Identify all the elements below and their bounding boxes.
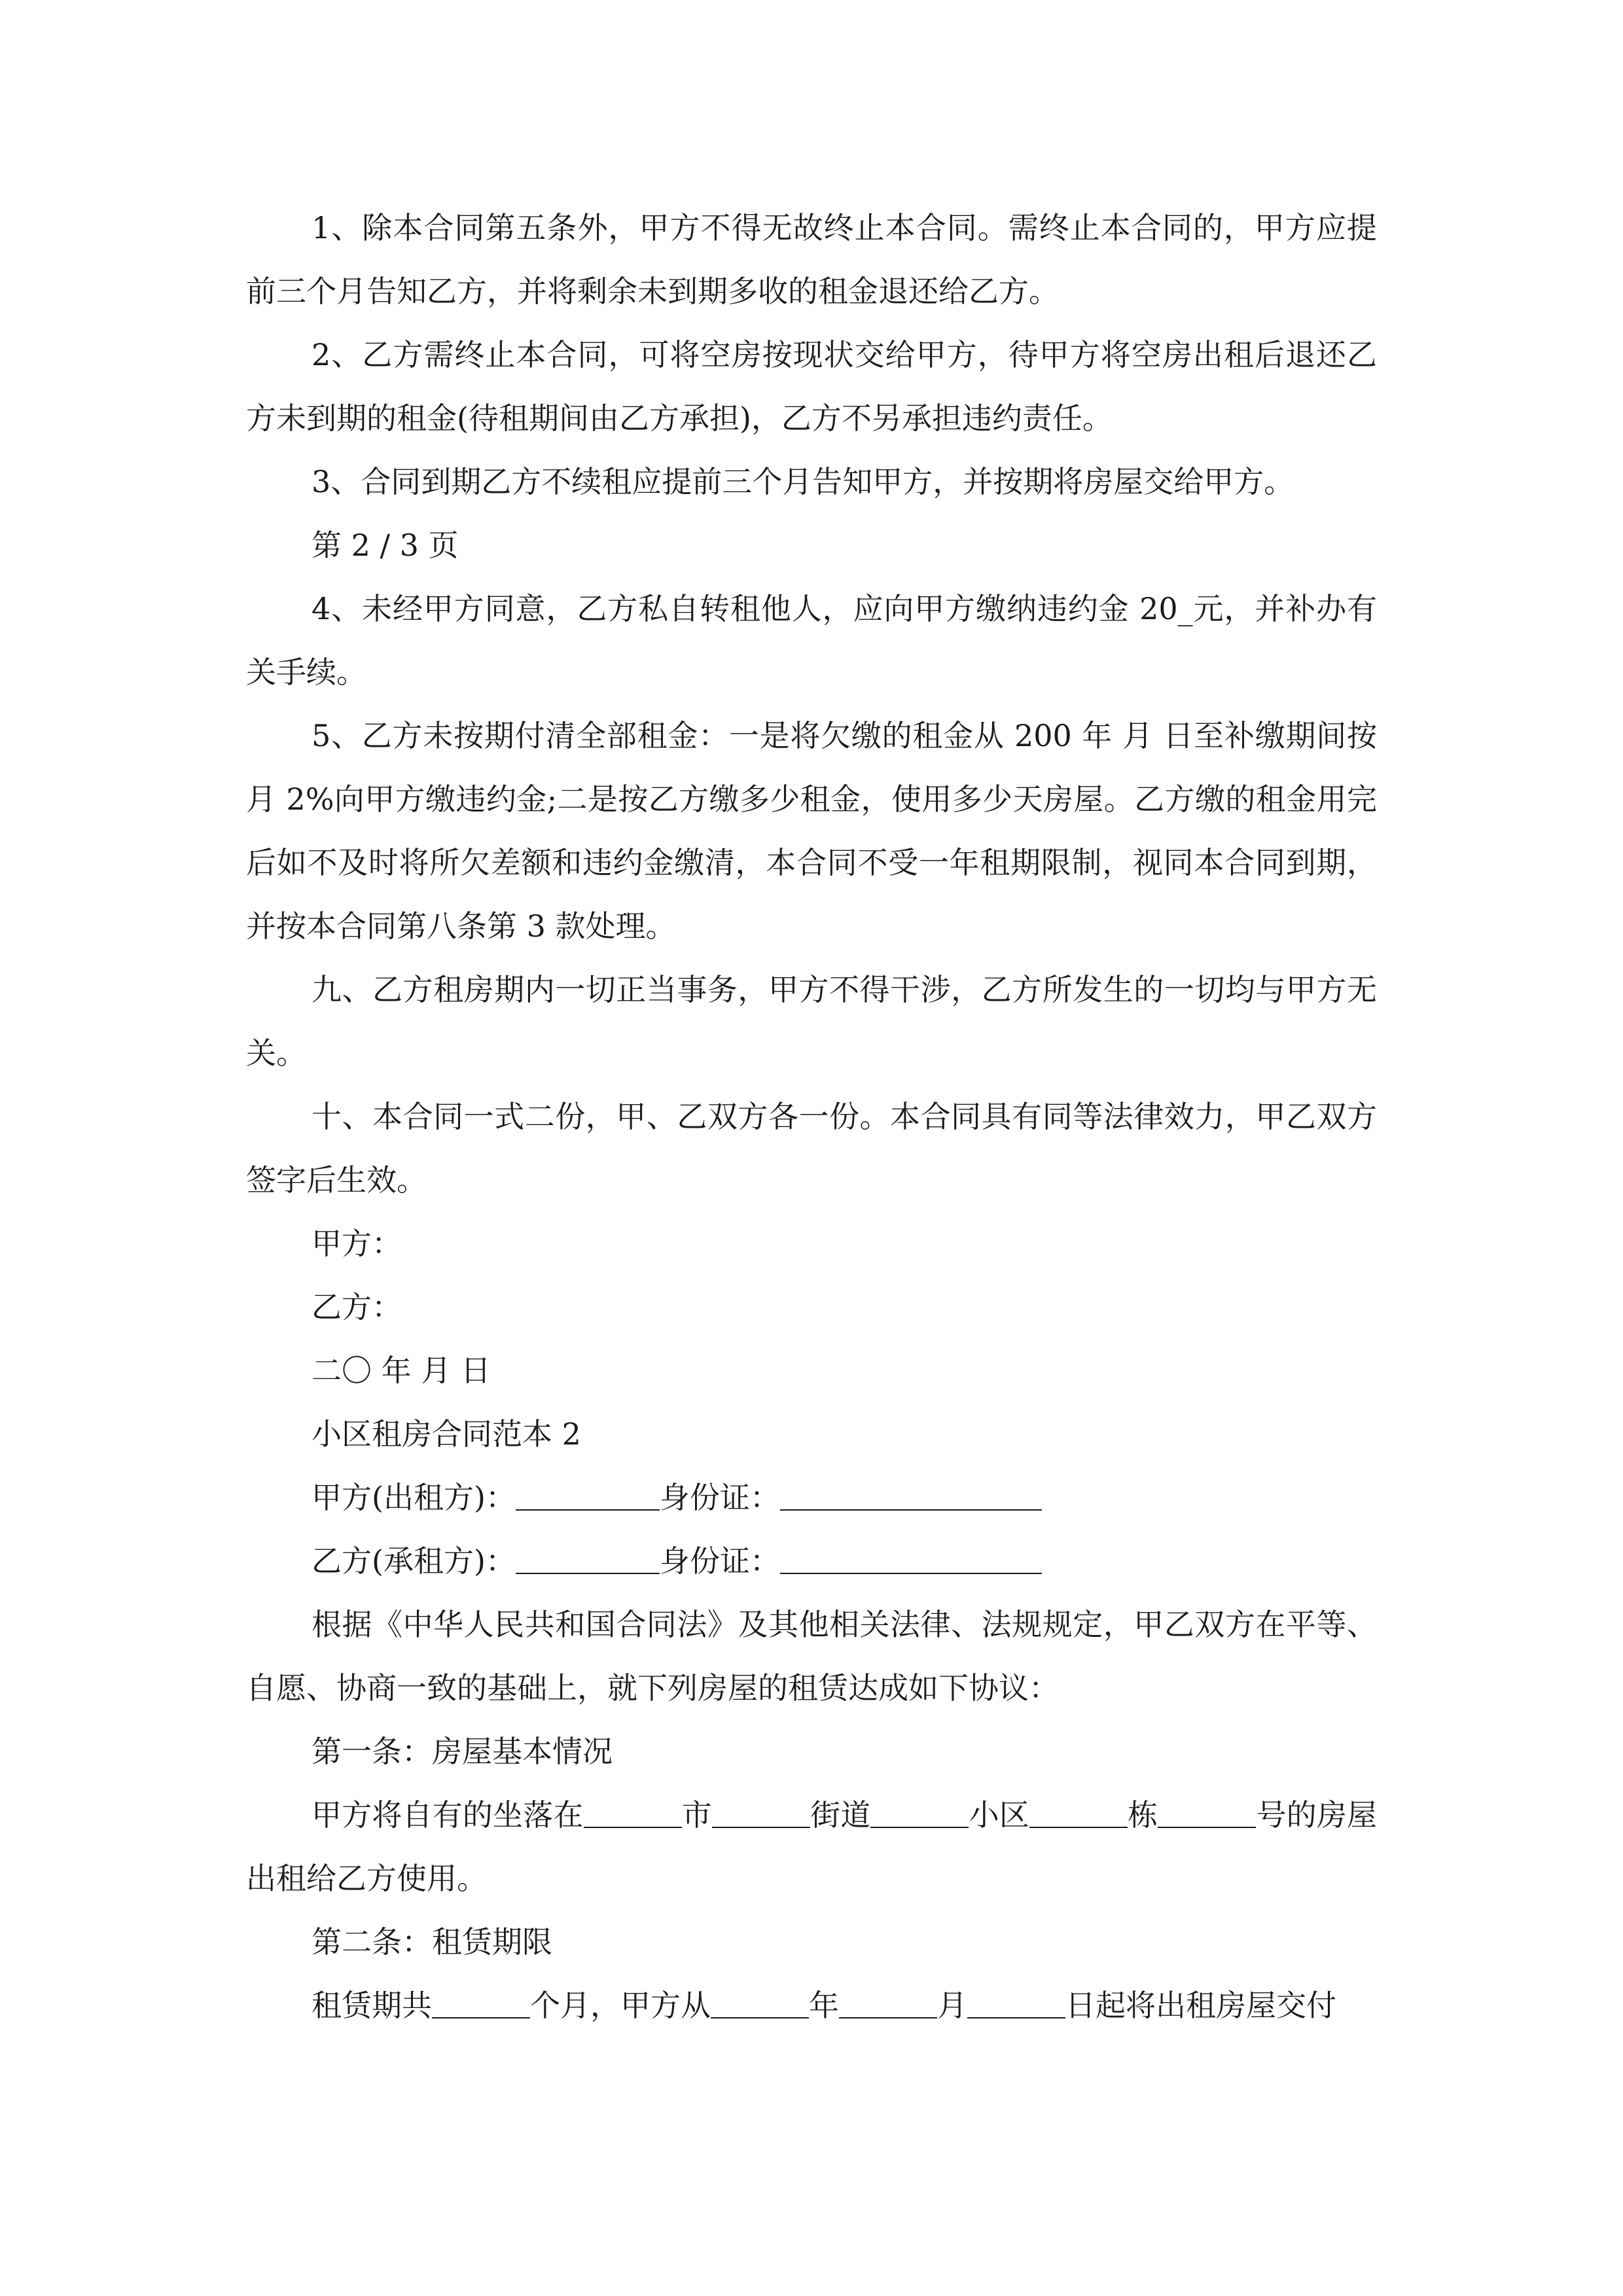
city-blank xyxy=(584,1801,682,1828)
page-marker: 第 2 / 3 页 xyxy=(312,528,459,563)
article-2-text xyxy=(246,1974,1377,2037)
clause-2: 2、乙方需终止本合同，可将空房按现状交给甲方，待甲方将空房出租后退还乙方未到期的租金(待租期间由乙方承担)，乙方不另承担违约责任。 xyxy=(246,337,1377,436)
lessor-line xyxy=(246,1466,1377,1530)
document-body xyxy=(246,196,1377,2037)
lessor-name-blank xyxy=(516,1483,660,1511)
signature-party-b: 乙方： xyxy=(312,1289,402,1325)
art2-text-b: 日起将出租房屋交付 xyxy=(1065,1988,1336,2023)
article-1-title: 第一条：房屋基本情况 xyxy=(312,1734,613,1769)
article-9: 九、乙方租房期内一切正当事务，甲方不得干涉，乙方所发生的一切均与甲方无关。 xyxy=(246,972,1377,1071)
building-blank xyxy=(1029,1801,1128,1828)
clause-3: 3、合同到期乙方不续租应提前三个月告知甲方，并按期将房屋交给甲方。 xyxy=(312,464,1294,499)
art2-month: 个月，甲方从 xyxy=(530,1988,711,2023)
contract-title-2: 小区租房合同范本 2 xyxy=(312,1416,581,1452)
lessor-id-blank xyxy=(780,1483,1042,1511)
date-line: 二〇 年 月 日 xyxy=(312,1353,491,1388)
clause-1: 1、除本合同第五条外，甲方不得无故终止本合同。需终止本合同的，甲方应提前三个月告知乙方，并将剩余未到期多收的租金退还给乙方。 xyxy=(246,210,1377,309)
article-1-text xyxy=(246,1784,1377,1910)
article-2-title: 第二条：租赁期限 xyxy=(312,1924,552,1960)
art1-community: 小区 xyxy=(969,1797,1029,1833)
months-blank xyxy=(432,1991,530,2018)
art2-year: 年 xyxy=(809,1988,839,2023)
month-blank xyxy=(839,1991,937,2018)
clause-5: 5、乙方未按期付清全部租金：一是将欠缴的租金从 200 年 月 日至补缴期间按月 2%向甲方缴违约金;二是按乙方缴多少租金，使用多少天房屋。乙方缴的租金用完后如不及时将所欠差额和违约金缴清，本合同不受一年租期限制，视同本合同到期，并按本合同第八条第 3 款处理。 xyxy=(246,718,1377,944)
lessor-label: 甲方(出租方)： xyxy=(312,1480,516,1515)
article-10: 十、本合同一式二份，甲、乙双方各一份。本合同具有同等法律效力，甲乙双方签字后生效。 xyxy=(246,1099,1377,1198)
year-blank xyxy=(711,1991,809,2018)
lessee-id-label: 身份证： xyxy=(659,1543,780,1579)
art1-street: 街道 xyxy=(810,1797,871,1833)
art2-mon: 月 xyxy=(937,1988,967,2023)
clause-4: 4、未经甲方同意，乙方私自转租他人，应向甲方缴纳违约金 20_元，并补办有关手续。 xyxy=(246,591,1377,690)
lessor-id-label: 身份证： xyxy=(659,1480,780,1515)
lessee-label: 乙方(承租方)： xyxy=(312,1543,516,1579)
lessee-id-blank xyxy=(780,1547,1042,1574)
preamble: 根据《中华人民共和国合同法》及其他相关法律、法规规定，甲乙双方在平等、自愿、协商一致的基础上，就下列房屋的租赁达成如下协议： xyxy=(246,1607,1377,1706)
lessee-name-blank xyxy=(516,1547,660,1574)
street-blank xyxy=(712,1801,810,1828)
lessee-line xyxy=(246,1530,1377,1593)
signature-party-a: 甲方： xyxy=(312,1226,402,1261)
art1-text-b: 号的房屋出租给乙方使用。 xyxy=(246,1797,1378,1896)
community-blank xyxy=(870,1801,969,1828)
art2-text-a: 租赁期共 xyxy=(312,1988,432,2023)
art1-building: 栋 xyxy=(1128,1797,1158,1833)
day-blank xyxy=(967,1991,1065,2018)
art1-city: 市 xyxy=(681,1797,712,1833)
art1-text-a: 甲方将自有的坐落在 xyxy=(312,1797,584,1833)
number-blank xyxy=(1158,1801,1256,1828)
